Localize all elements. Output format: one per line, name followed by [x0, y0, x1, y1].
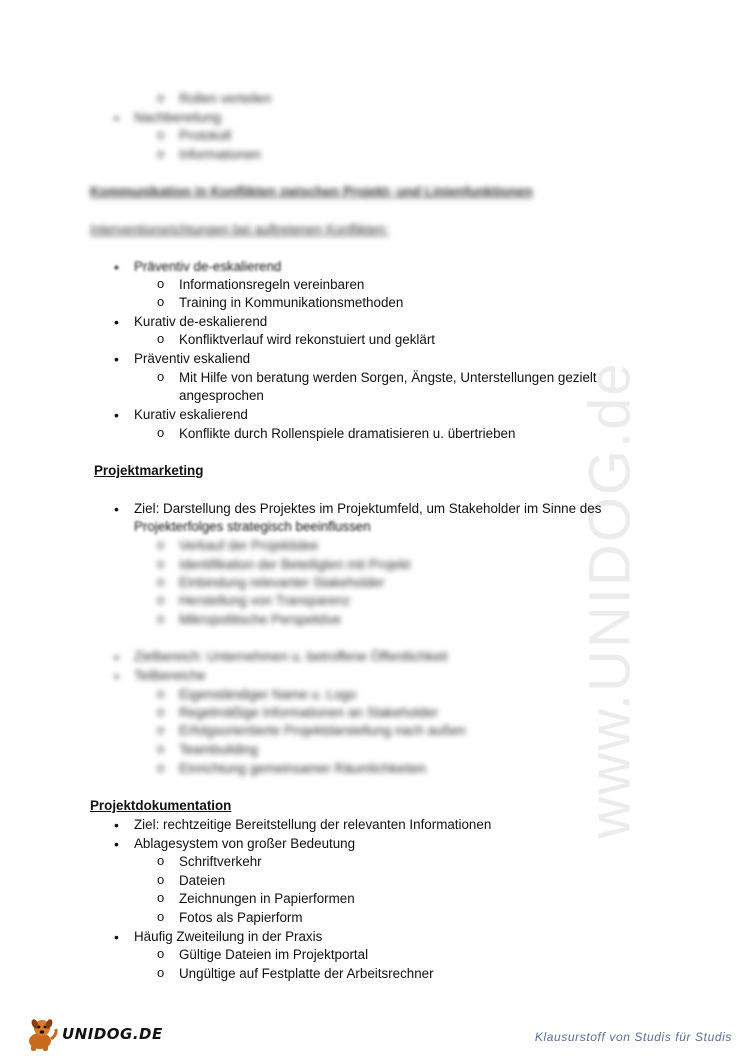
section-heading-kommunikation: Kommunikation in Konflikten zwischen Projekt- und Linienfunktionen	[90, 184, 533, 199]
list-item: • Ziel: rechtzeitige Bereitstellung der relevanten Informationen	[134, 816, 491, 834]
list-item: o Informationsregeln vereinbaren	[179, 276, 364, 294]
list-item: o Konfliktverlauf wird rekonstuiert und geklärt	[179, 331, 435, 349]
list-item: o Herstellung von Transparenz	[179, 592, 350, 610]
list-item: o Fotos als Papierform	[179, 909, 303, 927]
list-item: • Präventiv eskaliend	[134, 350, 250, 368]
unidog-logo[interactable]	[22, 1014, 163, 1054]
list-item: o Rollen verteilen	[179, 90, 271, 108]
list-item: o Konflikte durch Rollenspiele dramatisieren u. übertrieben	[179, 425, 515, 443]
list-item: o Mit Hilfe von beratung werden Sorgen, Ängste, Unterstellungen gezielt	[179, 369, 597, 387]
list-item: • Kurativ eskalierend	[134, 406, 248, 424]
list-item: o Gültige Dateien im Projektportal	[179, 946, 368, 964]
logo-text: UNIDOG.DE	[62, 1025, 163, 1043]
list-item: • Teilbereiche	[134, 667, 205, 685]
list-item: o Zeichnungen in Papierformen	[179, 890, 355, 908]
list-item: o Protokoll	[179, 127, 231, 145]
list-item: o Ungültige auf Festplatte der Arbeitsrechner	[179, 965, 434, 983]
list-item: • Zielbereich: Unternehmen u. betroffene Öffentlichkeit	[134, 648, 448, 666]
list-item-continuation: angesprochen	[179, 388, 264, 403]
list-item: • Ablagesystem von großer Bedeutung	[134, 835, 355, 853]
list-item: o Regelmäßige Informationen an Stakeholder	[179, 704, 438, 722]
list-item: • Nachbereitung	[134, 109, 221, 127]
list-item: o Teambuilding	[179, 741, 258, 759]
list-item: o Einrichtung gemeinsamer Räumlichkeiten	[179, 760, 426, 778]
list-item: • Kurativ de-eskalierend	[134, 313, 267, 331]
list-item: o Dateien	[179, 872, 225, 890]
list-item: o Informationen	[179, 146, 261, 164]
list-item: o Eigenständiger Name u. Logo	[179, 686, 356, 704]
footer-tagline: Klausurstoff von Studis für Studis	[534, 1030, 732, 1044]
watermark-text: www.UNIDOG.de	[577, 361, 643, 839]
list-item: o Training in Kommunikationsmethoden	[179, 294, 403, 312]
list-item: • Präventiv de-eskalierend	[134, 258, 281, 276]
section-heading-projektdokumentation: Projektdokumentation	[90, 798, 232, 813]
list-item: o Schriftverkehr	[179, 853, 262, 871]
section-heading-projektmarketing: Projektmarketing	[94, 463, 204, 478]
list-item: • Häufig Zweiteilung in der Praxis	[134, 928, 322, 946]
list-item: o Verkauf der Projektidee	[179, 537, 318, 555]
list-item: o Einbindung relevanter Stakeholder	[179, 574, 384, 592]
list-item: o Mikropolitische Perspektive	[179, 611, 341, 629]
list-item: o Identifikation der Beteiligten mit Projekt	[179, 556, 410, 574]
list-item: • Ziel: Darstellung des Projektes im Projektumfeld, um Stakeholder im Sinne des	[134, 500, 601, 518]
dog-mascot-icon	[22, 1015, 60, 1053]
list-item-continuation: Projekterfolges strategisch beeinflussen	[134, 519, 371, 534]
section-subheading-interventionsrichtungen: Interventionsrichtungen bei auftretenen Konflikten:	[90, 222, 389, 237]
list-item: o Erfolgsorientierte Projektdarstellung nach außen	[179, 722, 466, 740]
